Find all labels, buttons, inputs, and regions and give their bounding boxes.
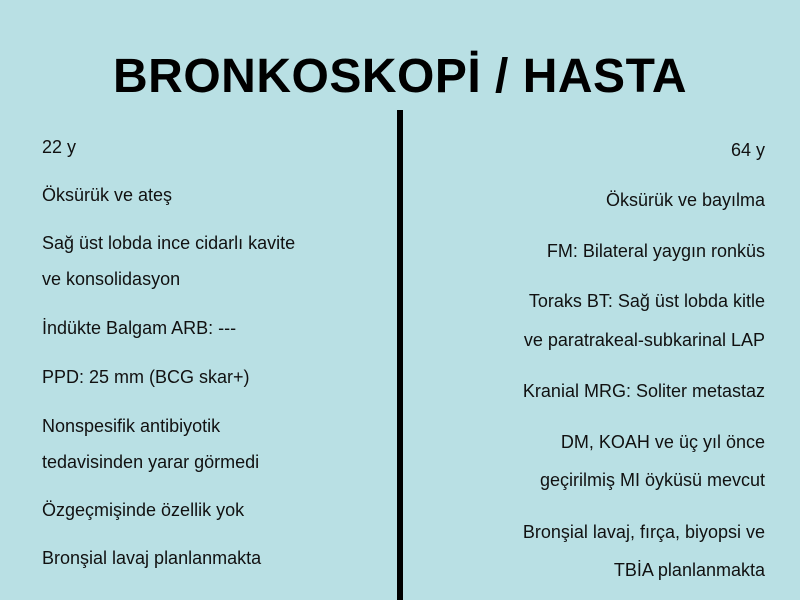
right-line-history-2: geçirilmiş MI öyküsü mevcut <box>539 470 765 490</box>
left-line-age: 22 y <box>42 137 77 157</box>
left-line-sputum: İndükte Balgam ARB: --- <box>42 318 237 338</box>
right-line-plan-1: Bronşial lavaj, fırça, biyopsi ve <box>522 522 765 542</box>
left-line-treatment-1: Nonspesifik antibiyotik <box>42 416 221 436</box>
left-line-history: Özgeçmişinde özellik yok <box>42 500 245 520</box>
right-line-exam: FM: Bilateral yaygın ronküs <box>546 241 765 261</box>
left-line-symptoms: Öksürük ve ateş <box>42 185 173 205</box>
right-line-ct-2: ve paratrakeal-subkarinal LAP <box>523 330 765 350</box>
left-line-plan: Bronşial lavaj planlanmakta <box>42 548 262 568</box>
right-line-mri: Kranial MRG: Soliter metastaz <box>522 381 765 401</box>
right-line-history-1: DM, KOAH ve üç yıl önce <box>560 432 765 452</box>
left-line-treatment-2: tedavisinden yarar görmedi <box>42 452 260 472</box>
right-line-plan-2: TBİA planlanmakta <box>613 560 765 580</box>
right-line-age: 64 y <box>730 140 765 160</box>
left-line-finding-1: Sağ üst lobda ince cidarlı kavite <box>42 233 296 253</box>
left-line-ppd: PPD: 25 mm (BCG skar+) <box>42 367 250 387</box>
right-line-symptoms: Öksürük ve bayılma <box>605 190 765 210</box>
left-line-finding-2: ve konsolidasyon <box>42 269 181 289</box>
right-line-ct-1: Toraks BT: Sağ üst lobda kitle <box>528 291 765 311</box>
slide-title: BRONKOSKOPİ / HASTA <box>113 50 687 103</box>
column-divider <box>397 110 403 600</box>
